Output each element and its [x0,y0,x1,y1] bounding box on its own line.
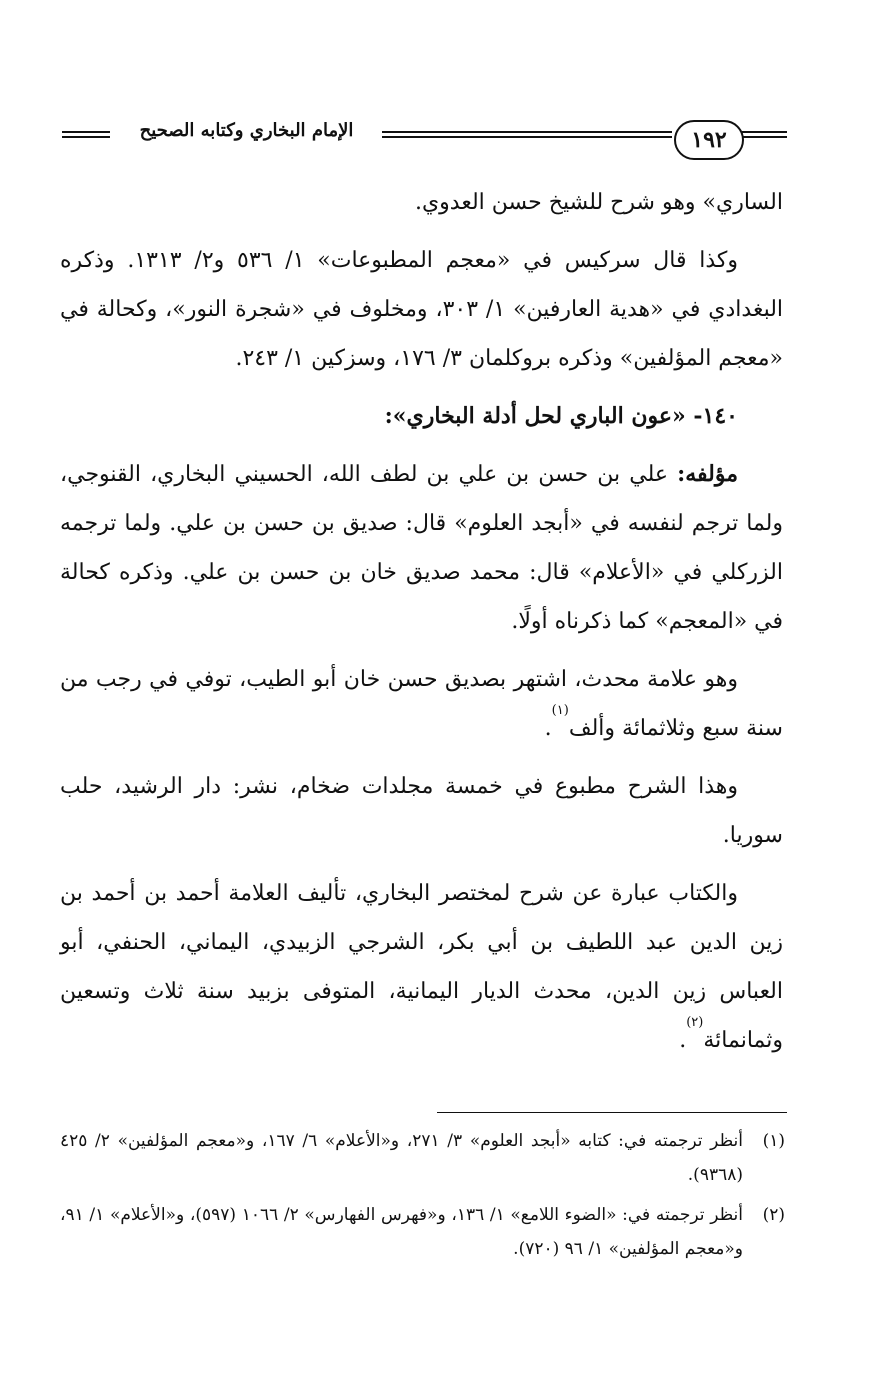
entry-heading: ١٤٠- «عون الباري لحل أدلة البخاري»: [384,403,738,429]
running-title: الإمام البخاري وكتابه الصحيح [139,120,354,141]
footnote-ref-1[interactable]: (١) [551,703,569,718]
footnote-text: أنظر ترجمته في: كتابه «أبجد العلوم» ٣/ ٢٧١، و«الأعلام» ٦/ ١٦٧، و«معجم المؤلفين» ٢/ ٤٢٥ (٩٣٦٨). [60,1131,743,1185]
death-text: وهو علامة محدث، اشتهر بصديق حسن خان أبو الطيب، توفي في رجب من سنة سبع وثلاثمائة وألف [60,667,783,741]
footnote-number: (٢) [762,1205,785,1225]
paragraph-author [60,450,783,646]
running-header [62,118,787,162]
footnote-1 [60,1124,785,1192]
footnotes [60,1124,785,1272]
paragraph-death [60,655,783,753]
page-number: ١٩٢ [674,120,744,160]
paragraph-sources: وكذا قال سركيس في «معجم المطبوعات» ١/ ٥٣٦ و٢/ ١٣١٣. وذكره البغدادي في «هدية العارفين» ١/ ٣٠٣، ومخلوف في «شجرة النور»، وكحالة في «معجم المؤلفين» وذكره بروكلمان ٣/ ١٧٦، وسزكين ١/ ٢٤٣. [60,248,784,371]
header-rule-right [742,131,787,138]
header-rule-middle [382,131,672,138]
period: . [544,716,552,741]
main-text [60,178,783,1074]
header-rule-left [62,131,110,138]
footnote-ref-2[interactable]: (٢) [686,1015,704,1030]
footnote-number: (١) [762,1131,785,1151]
footnote-separator [437,1112,787,1113]
author-label: مؤلفه: [677,461,738,487]
paragraph-continuation: الساري» وهو شرح للشيخ حسن العدوي. [414,190,783,215]
paragraph-edition: وهذا الشرح مطبوع في خمسة مجلدات ضخام، نشر: دار الرشيد، حلب سوريا. [60,774,783,848]
book-text: والكتاب عبارة عن شرح لمختصر البخاري، تأليف العلامة أحمد بن أحمد بن زين الدين عبد اللطيف بن أبي بكر، الشرجي الزبيدي، اليماني، الحنفي، أبو العباس زين الدين، محدث الديار اليمانية، المتوفى بزبيد سنة ثلاث وتسعين وثمانمائة [60,881,783,1053]
period: . [679,1028,687,1053]
footnote-text: أنظر ترجمته في: «الضوء اللامع» ١/ ١٣٦، و«فهرس الفهارس» ٢/ ١٠٦٦ (٥٩٧)، و«الأعلام» ١/ ٩١، و«معجم المؤلفين» ١/ ٩٦ (٧٢٠). [60,1205,743,1259]
author-text: علي بن حسن بن علي بن لطف الله، الحسيني البخاري، القنوجي، ولما ترجم لنفسه في «أبجد العلوم» قال: صديق بن حسن بن علي. ولما ترجمه الزركلي في «الأعلام» قال: محمد صديق خان بن حسن بن علي. وذكره كحالة في «المعجم» كما ذكرناه أولًا. [60,462,783,634]
paragraph-book [60,869,783,1065]
footnote-2 [60,1198,785,1266]
